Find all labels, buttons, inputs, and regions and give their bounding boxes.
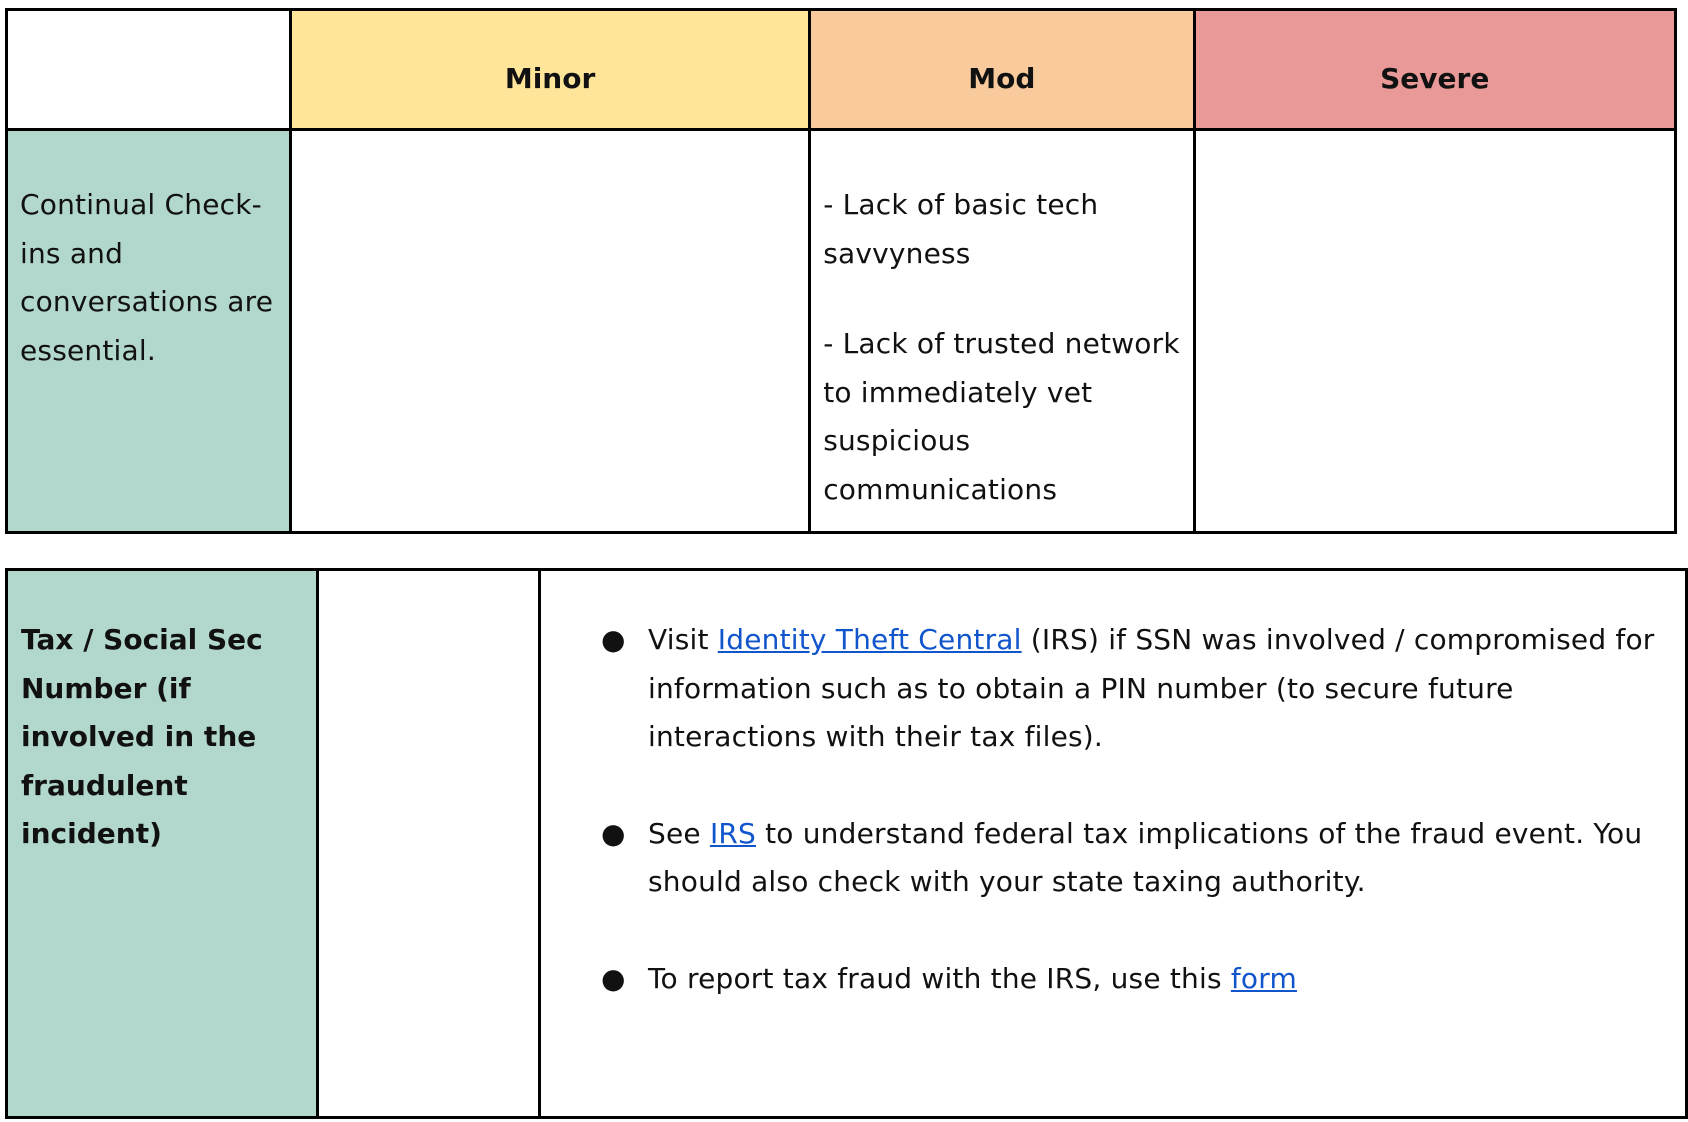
checkins-row <box>7 130 1676 533</box>
bullet-text: See <box>648 816 710 850</box>
header-row <box>7 10 1676 130</box>
header-severe: Severe <box>1380 62 1490 95</box>
bullet-text: Visit <box>648 623 718 656</box>
irs-link[interactable]: IRS <box>709 816 757 850</box>
identity-theft-central-link[interactable]: Identity Theft Central <box>717 623 1022 656</box>
tax-fraud-form-link[interactable]: form <box>1230 961 1297 995</box>
severe-cell <box>1194 130 1676 533</box>
list-item <box>541 616 1655 762</box>
bullet-text: (IRS) if SSN was involved / compromised for information such as to obtain a PIN number (to secure future interactions with their tax files). <box>648 623 1655 753</box>
header-mod-cell <box>810 10 1194 130</box>
checkins-label: Continual Check-ins and conversations are essential. <box>20 188 274 367</box>
severity-table <box>5 8 1677 534</box>
tax-guidance-cell <box>540 570 1687 1118</box>
bullet-text: To report tax fraud with the IRS, use this <box>648 961 1231 995</box>
header-severe-cell <box>1194 10 1676 130</box>
bullet-icon: ● <box>601 961 626 995</box>
header-minor-cell <box>290 10 809 130</box>
minor-cell <box>290 130 809 533</box>
tax-row <box>7 570 1687 1118</box>
mod-cell <box>810 130 1194 533</box>
tax-label-cell <box>7 570 318 1118</box>
mod-item-trusted-network: - Lack of trusted network to immediately vet suspicious communications <box>823 327 1180 506</box>
tax-empty-cell <box>318 570 540 1118</box>
tax-guidance-list <box>541 571 1685 1003</box>
tax-label: Tax / Social Sec Number (if involved in the fraudulent incident) <box>21 623 263 850</box>
bullet-text: to understand federal tax implications of the fraud event. You should also check with your state taxing authority. <box>648 816 1643 898</box>
tax-table <box>5 568 1688 1119</box>
header-minor: Minor <box>504 62 596 95</box>
list-item <box>541 810 1655 907</box>
header-empty-cell <box>7 10 291 130</box>
mod-item-tech-savvy: - Lack of basic tech savvyness <box>823 188 1099 270</box>
header-mod: Mod <box>968 62 1036 95</box>
checkins-label-cell <box>7 130 291 533</box>
bullet-icon: ● <box>601 623 626 656</box>
bullet-icon: ● <box>601 816 626 850</box>
list-item <box>541 955 1655 1004</box>
